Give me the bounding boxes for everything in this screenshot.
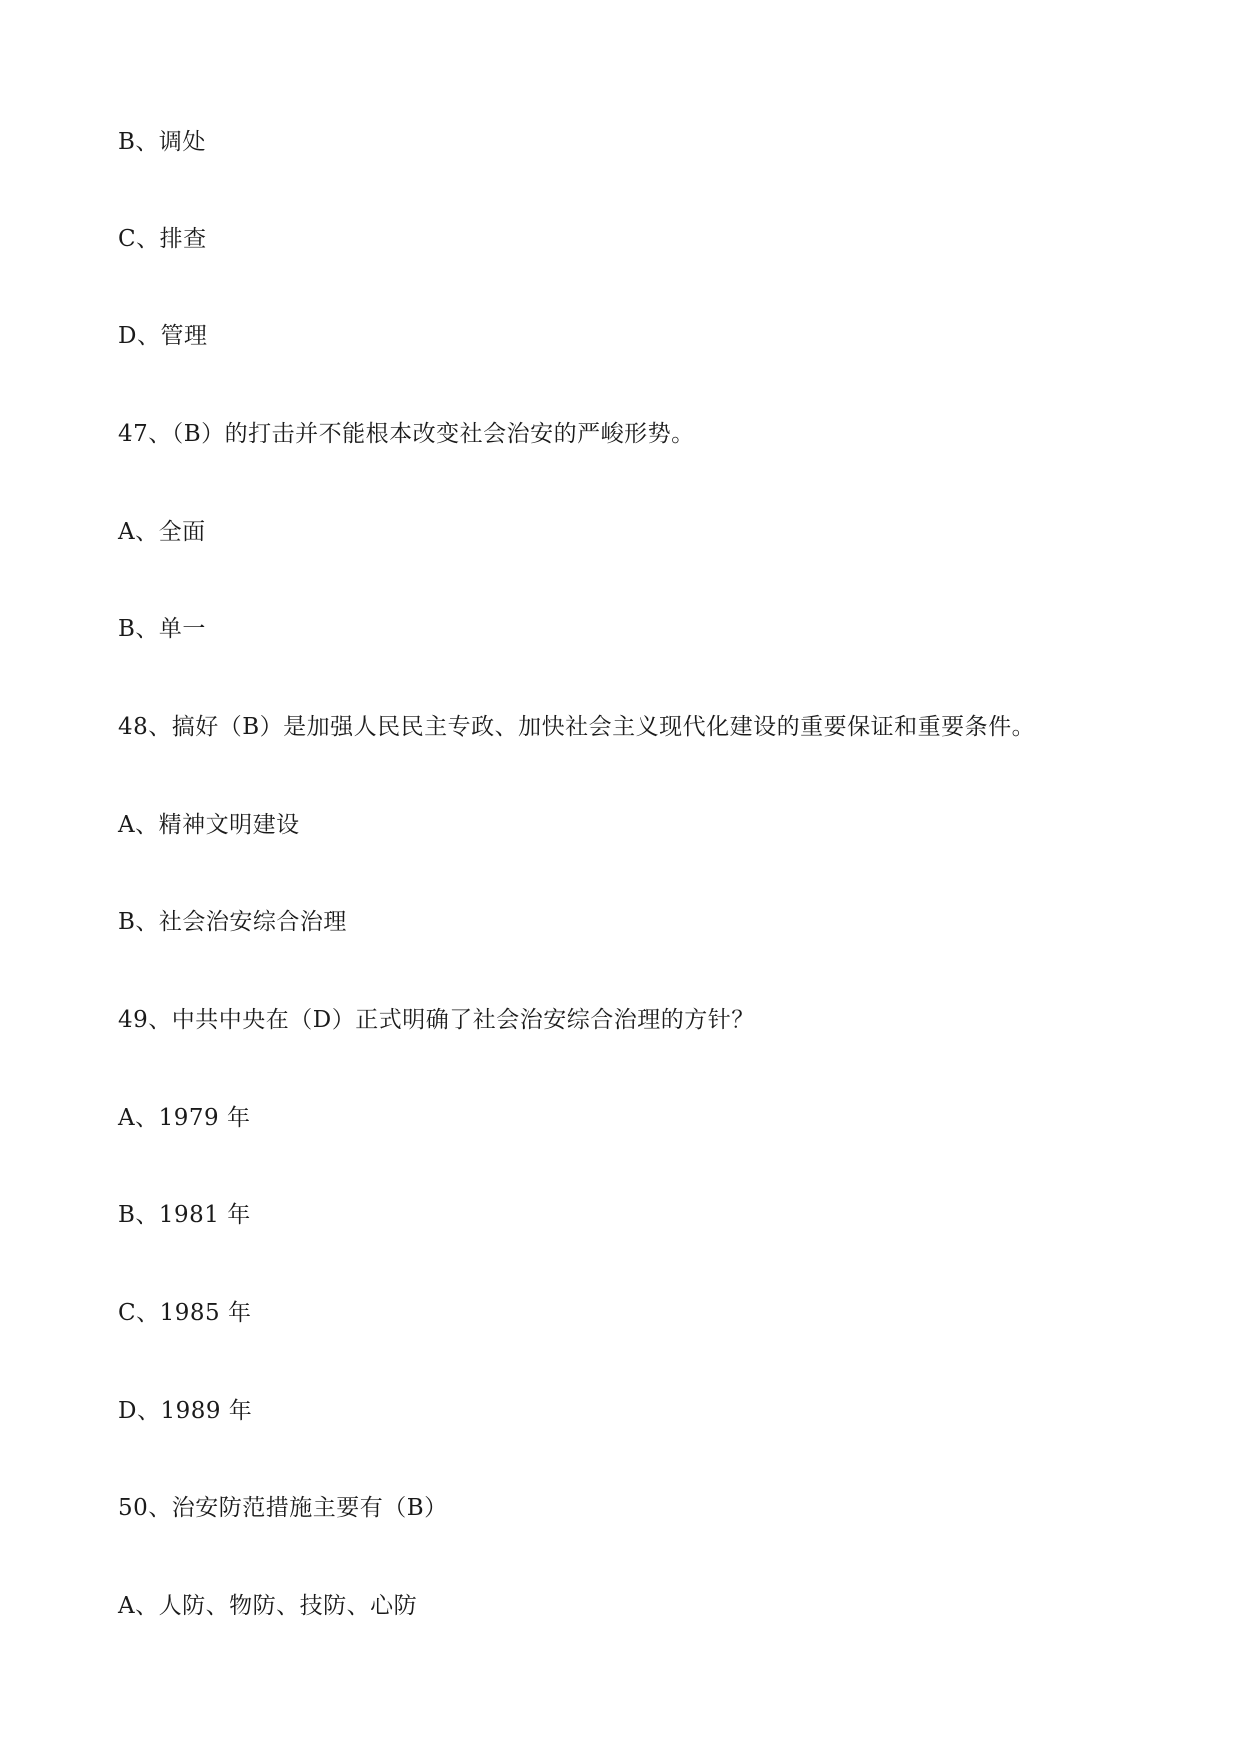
question-50: 50、治安防范措施主要有（B） xyxy=(118,1495,448,1521)
option-a-jingshen: A、精神文明建设 xyxy=(118,812,300,838)
question-49: 49、中共中央在（D）正式明确了社会治安综合治理的方针？ xyxy=(118,1007,755,1033)
option-d-guanli: D、管理 xyxy=(118,323,208,349)
option-b-danyi: B、单一 xyxy=(118,616,206,642)
option-a-renfang: A、人防、物防、技防、心防 xyxy=(118,1593,418,1619)
option-b-1981: B、1981 年 xyxy=(118,1202,251,1228)
option-b-shehui: B、社会治安综合治理 xyxy=(118,909,347,935)
option-a-1979: A、1979 年 xyxy=(118,1105,251,1131)
option-b-tiaochu: B、调处 xyxy=(118,129,206,155)
option-c-1985: C、1985 年 xyxy=(118,1300,252,1326)
question-48: 48、搞好（B）是加强人民民主专政、加快社会主义现代化建设的重要保证和重要条件。 xyxy=(118,714,1036,740)
option-c-paicha: C、排查 xyxy=(118,226,207,252)
question-47: 47、（B）的打击并不能根本改变社会治安的严峻形势。 xyxy=(118,421,695,447)
option-a-quanmian: A、全面 xyxy=(118,519,206,545)
option-d-1989: D、1989 年 xyxy=(118,1398,253,1424)
